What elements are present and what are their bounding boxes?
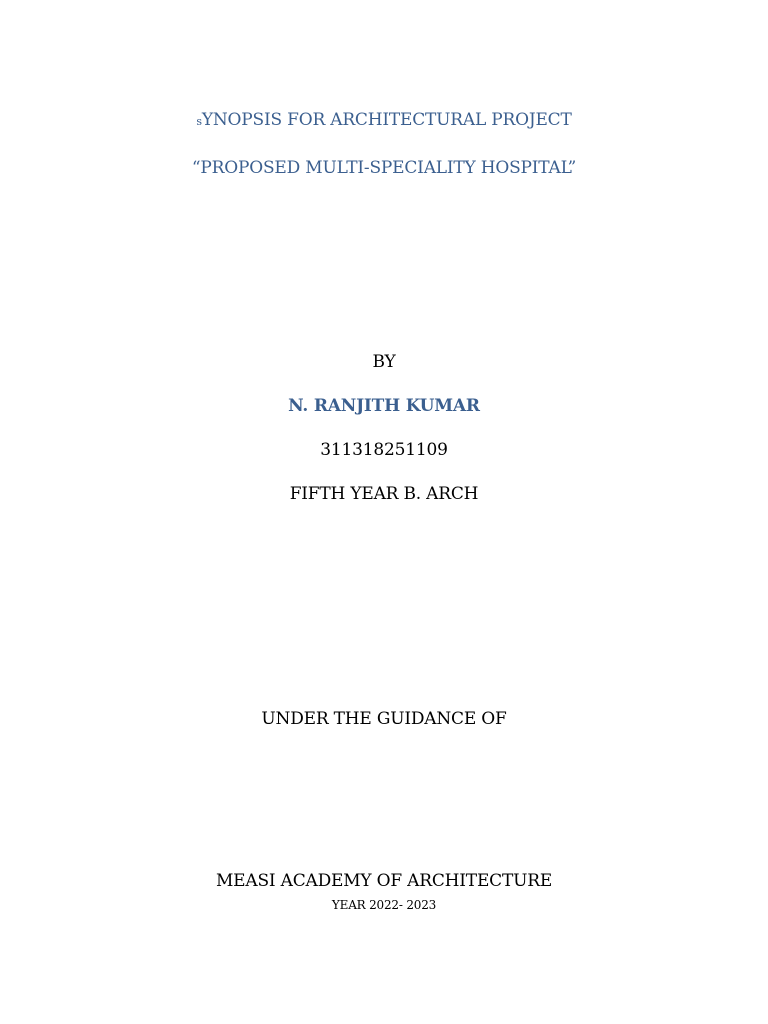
guidance-label: UNDER THE GUIDANCE OF xyxy=(261,709,507,729)
institution-name: MEASI ACADEMY OF ARCHITECTURE xyxy=(215,871,553,891)
academic-year: YEAR 2022- 2023 xyxy=(331,898,437,912)
synopsis-title-rest: YNOPSIS FOR ARCHITECTURAL PROJECT xyxy=(201,110,572,130)
synopsis-title-first-letter: s xyxy=(196,115,202,128)
register-number: 311318251109 xyxy=(320,440,448,460)
by-label: BY xyxy=(372,352,396,372)
author-name: N. RANJITH KUMAR xyxy=(288,396,480,416)
year-level: FIFTH YEAR B. ARCH xyxy=(289,484,479,504)
project-name: “PROPOSED MULTI-SPECIALITY HOSPITAL” xyxy=(191,158,577,178)
synopsis-title xyxy=(0,110,768,130)
